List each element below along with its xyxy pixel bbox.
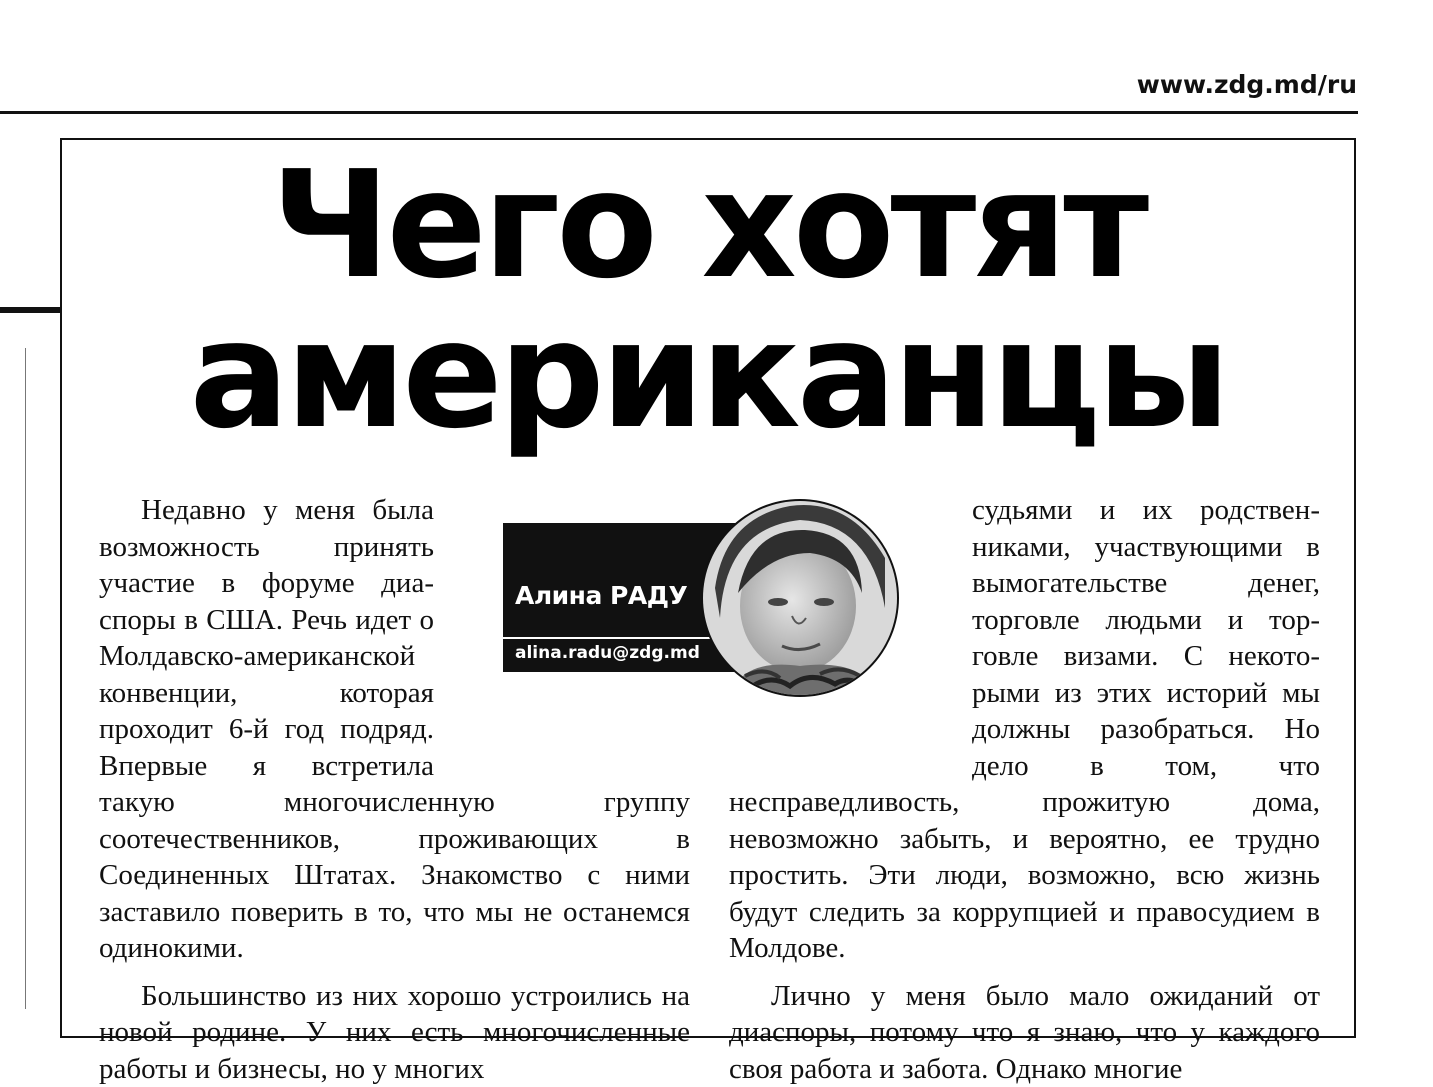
headline [60, 150, 1356, 450]
site-url[interactable]: www.zdg.md/ru [1137, 70, 1357, 99]
column-divider [25, 348, 26, 1009]
headline-line-2: американцы [190, 289, 1227, 461]
top-rule [0, 111, 1358, 114]
paragraph: Большинство из них хорошо устроились на новой родине. У них есть многочисленные работы и бизнесы, но у многих [99, 978, 690, 1087]
left-column-stub [0, 307, 62, 313]
paragraph: Лично у меня было мало ожиданий от диаспоры, потому что я знаю, что у каждого своя работа и забота. Однако многие [729, 978, 1320, 1087]
author-portrait-icon [700, 498, 900, 698]
paragraph: Недавно у меня была возможность принять участие в форуме диаспоры в США. Речь идет о Молдавско-американской конвенции, которая проходит 6-й год подряд. Впервые я встретила такую многочисленную группу соотечественников, проживающих в Соединенных Штатах. Знакомство с ними заставило поверить в то, что мы не останемся одинокими. [99, 492, 690, 967]
headline-line-1: Чего хотят [271, 139, 1145, 311]
author-name: Алина РАДУ [515, 581, 687, 610]
paragraph: судьями и их родственниками, участвующими в вымогательстве денег, торговле людьми и торговле визами. С некоторыми из этих историй мы должны разобраться. Но дело в том, что несправедливость, прожитую дома, невозможно забыть, и вероятно, ее трудно простить. Эти люди, возможно, всю жизнь будут следить за коррупцией и правосудием в Молдове. [729, 492, 1320, 967]
author-email[interactable]: alina.radu@zdg.md [515, 643, 700, 663]
